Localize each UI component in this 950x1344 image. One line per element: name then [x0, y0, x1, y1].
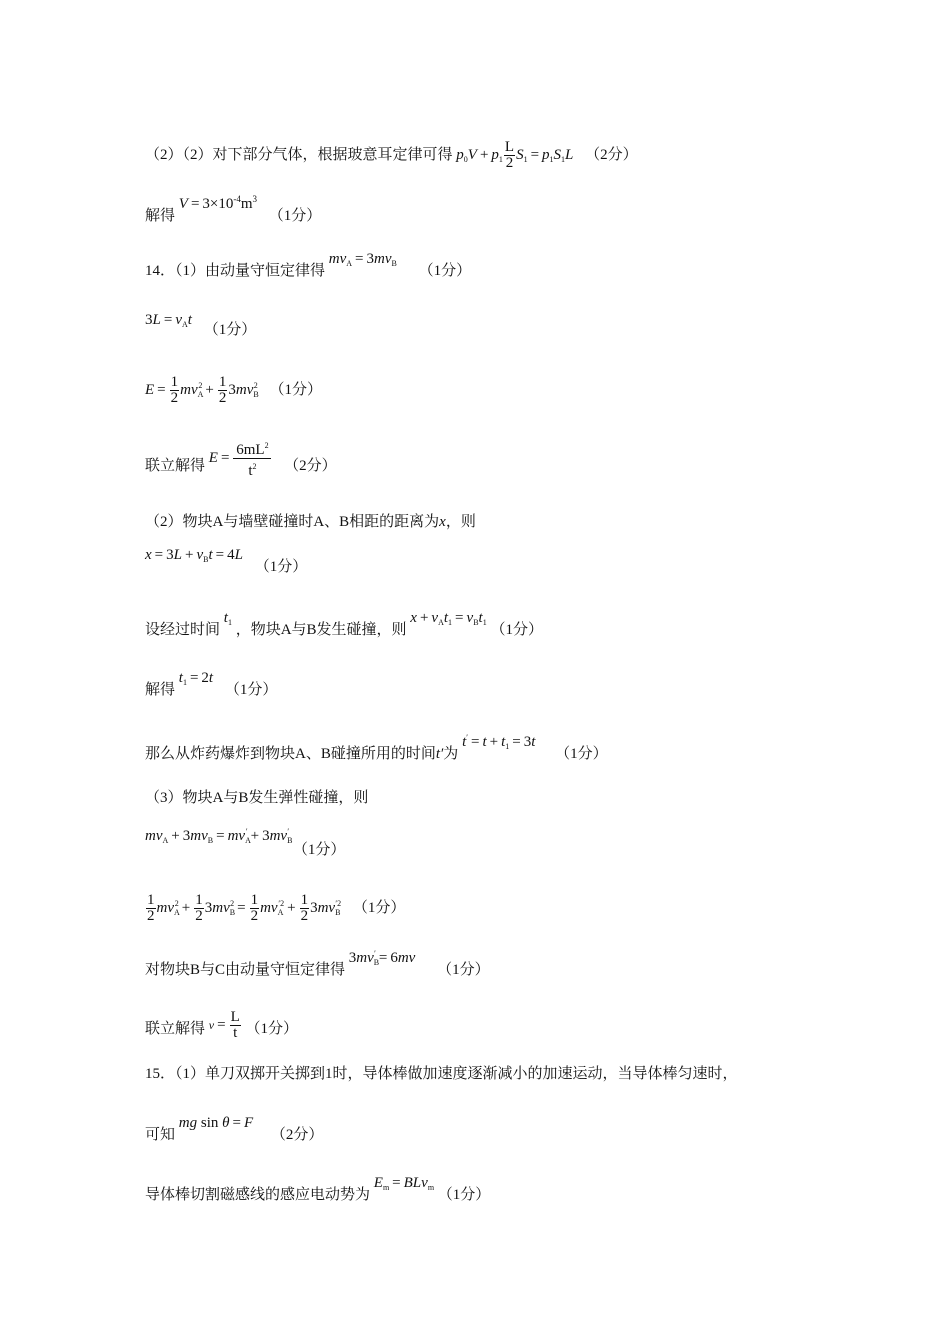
formula-elastic-energy: $\frac{1}{2}$ $mv_A^2$ + $\frac{1}{2}$ $3mv_B^2$ = $\frac{1}{2}$ $mv_A^{'2}$ + $\frac{1}{2}$ $3mv_B^{'2}$	[147, 892, 342, 924]
line-solve-volume	[145, 194, 322, 226]
line-q14-momentum	[145, 251, 472, 286]
line-text: 解得	[145, 682, 176, 698]
line-separation	[145, 545, 308, 575]
formula-total-time: $t' = t + t_1 = 3t$	[462, 733, 536, 751]
line-text: 设经过时间	[145, 622, 221, 638]
formula-boyle: $p_0V + p_1$ $\frac{L}{2}$ $S_1 = p_1S_1L$	[456, 139, 574, 171]
formula-t1-result: $t_1 = 2t$	[178, 670, 214, 687]
line-text: （3）物块A与B发生弹性碰撞，则	[145, 790, 369, 806]
line-distance	[145, 310, 257, 338]
line-text: 14．（1）由动量守恒定律得	[145, 263, 326, 279]
line-collision-time	[145, 610, 543, 645]
score: （1分）	[418, 263, 472, 279]
line-bc-momentum	[145, 949, 490, 985]
formula-volume: $V = 3\times 10^{-4}m^3$	[178, 194, 258, 212]
score: （1分）	[224, 682, 278, 698]
line-mid: ，物块A与B发生碰撞，则	[235, 622, 407, 638]
line-energy	[145, 375, 322, 406]
line-text: 对物块B与C由动量守恒定律得	[145, 962, 346, 978]
line-total-time	[145, 733, 608, 769]
formula-bc-momentum: $3mv_B' = 6mv$	[348, 949, 416, 967]
score: （1分）	[437, 1187, 491, 1203]
line-text: 那么从炸药爆炸到物块A、B碰撞所用的时间	[145, 746, 436, 762]
score: （1分）	[437, 962, 490, 978]
formula-separation: $x = 3L + v_Bt = 4L$	[145, 547, 243, 564]
formula-collision: $x + v_At_1 = v_Bt_1$	[410, 610, 487, 627]
line-text: 可知	[145, 1127, 176, 1143]
formula-v-result: v = $\frac{L}{t}$	[208, 1009, 240, 1041]
line-tail: 为	[443, 746, 459, 762]
formula-emf: $E_m = BLv_m$	[373, 1175, 435, 1192]
line-solve-v	[145, 1009, 298, 1045]
score: （1分）	[292, 842, 346, 858]
formula-momentum: $mv_A = 3mv_B$	[328, 251, 397, 268]
score: （1分）	[245, 1020, 298, 1037]
line-text: 联立解得	[145, 457, 206, 474]
formula-elastic-momentum: $mv_A + 3mv_B = mv_A' + 3mv_B'$	[145, 827, 293, 845]
score: （1分）	[268, 208, 322, 224]
formula-energy-result: E = $\frac{6mL^2}{t^2}$	[209, 450, 273, 466]
line-emf	[145, 1175, 491, 1210]
score: （1分）	[203, 322, 257, 338]
var-t-prime: t′	[435, 746, 444, 762]
score: （2分）	[284, 457, 337, 474]
line-solve-t1	[145, 670, 278, 705]
line-boyle-law	[145, 140, 638, 171]
line-text: 导体棒切割磁感线的感应电动势为	[145, 1187, 371, 1203]
line-q14-part3	[145, 788, 368, 808]
formula-distance: $3L = v_At$	[145, 312, 192, 329]
line-elastic-energy	[145, 893, 405, 924]
line-elastic-momentum	[145, 822, 346, 858]
line-text: 解得	[145, 208, 176, 224]
score: （1分）	[269, 381, 322, 398]
line-q14-part2	[145, 512, 476, 532]
score: （1分）	[490, 622, 543, 638]
score: （1分）	[254, 559, 308, 575]
line-solve-energy	[145, 441, 337, 487]
score: （2分）	[270, 1127, 324, 1143]
line-tail: ，则	[445, 514, 476, 530]
line-text: 15．（1）单刀双掷开关掷到1时，导体棒做加速度逐渐减小的加速运动，当导体棒匀速时，	[145, 1066, 738, 1082]
line-text: （2）（2）对下部分气体，根据玻意耳定律可得	[145, 146, 453, 163]
score: （2分）	[585, 146, 638, 163]
line-text: 联立解得	[145, 1020, 206, 1037]
var-x: x	[439, 514, 446, 530]
line-text: （2）物块A与墙壁碰撞时A、B相距的距离为	[145, 514, 440, 530]
line-q15-part1	[145, 1064, 738, 1084]
formula-force-balance: mg sin θ = F	[178, 1115, 254, 1131]
score: （1分）	[555, 746, 608, 762]
score: （1分）	[352, 899, 406, 916]
formula-t1: $t_1$	[223, 610, 232, 627]
formula-energy: E = $\frac{1}{2}$ $mv_A^2$ + $\frac{1}{2}$ $3mv_B^2$	[145, 374, 259, 406]
line-force-balance	[145, 1115, 324, 1145]
